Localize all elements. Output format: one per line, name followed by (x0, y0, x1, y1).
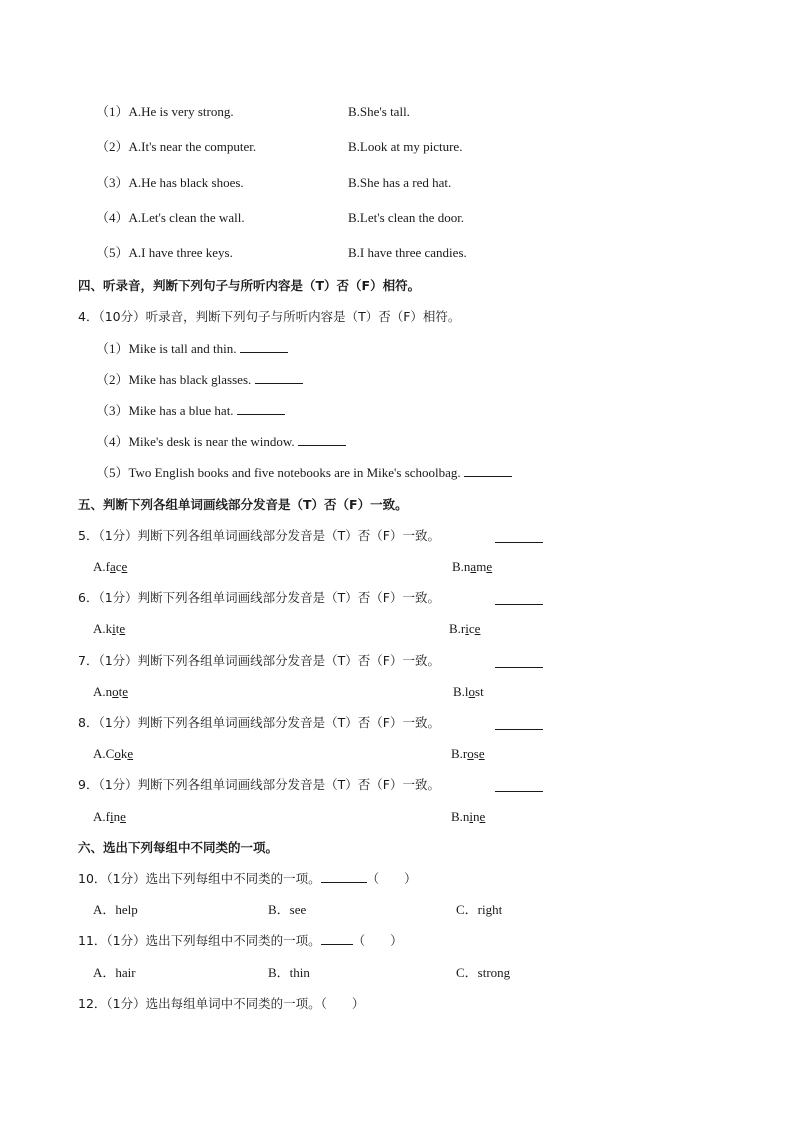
question-stem: 9．（1分）判断下列各组单词画线部分发音是（T）否（F）一致。 (78, 777, 440, 792)
option-row: （2）A.It's near the computer. (96, 139, 257, 154)
option-b: B.She has a red hat. (348, 175, 452, 190)
answer-blank[interactable] (495, 717, 543, 730)
option-b: B.Let's clean the door. (348, 210, 465, 225)
word-option-a: A.face (93, 559, 128, 574)
choice-c[interactable]: C．strong (456, 965, 511, 980)
word-option-b: B.nine (451, 809, 486, 824)
option-row: （4）A.Let's clean the wall. (96, 210, 245, 225)
word-option-a: A.Coke (93, 746, 134, 761)
option-row: （1）A.He is very strong. (96, 104, 234, 119)
option-row: （3）A.He has black shoes. (96, 175, 244, 190)
question-stem: 5．（1分）判断下列各组单词画线部分发音是（T）否（F）一致。 (78, 528, 440, 543)
choice-a[interactable]: A．hair (93, 965, 136, 980)
question-stem: 7．（1分）判断下列各组单词画线部分发音是（T）否（F）一致。 (78, 653, 440, 668)
question-10-stem: 10．（1分）选出下列每组中不同类的一项。 （ ） (78, 871, 417, 886)
answer-blank[interactable] (495, 592, 543, 605)
section-6-heading: 六、选出下列每组中不同类的一项。 (78, 840, 279, 855)
listening-item: （4）Mike's desk is near the window. (96, 433, 346, 451)
answer-blank[interactable] (495, 530, 543, 543)
option-b: B.Look at my picture. (348, 139, 463, 154)
option-b: B.I have three candies. (348, 245, 467, 260)
question-stem: 8．（1分）判断下列各组单词画线部分发音是（T）否（F）一致。 (78, 715, 440, 730)
word-option-b: B.lost (453, 684, 484, 699)
option-b: B.She's tall. (348, 104, 410, 119)
answer-blank[interactable] (495, 655, 543, 668)
choice-a[interactable]: A．help (93, 902, 138, 917)
choice-b[interactable]: B．thin (268, 965, 310, 980)
answer-blank[interactable] (255, 371, 303, 384)
word-option-a: A.kite (93, 621, 126, 636)
word-option-b: B.rose (451, 746, 485, 761)
word-option-b: B.name (452, 559, 493, 574)
answer-blank[interactable] (240, 340, 288, 353)
question-11-stem: 11．（1分）选出下列每组中不同类的一项。 （ ） (78, 933, 403, 948)
choice-c[interactable]: C．right (456, 902, 503, 917)
word-option-a: A.note (93, 684, 129, 699)
listening-item: （1）Mike is tall and thin. (96, 340, 288, 358)
section-5-heading: 五、判断下列各组单词画线部分发音是（T）否（F）一致。 (78, 497, 408, 512)
question-12-stem: 12．（1分）选出每组单词中不同类的一项。（ ） (78, 996, 365, 1011)
question-4-stem: 4．（10分）听录音，判断下列句子与所听内容是（T）否（F）相符。 (78, 309, 461, 324)
answer-blank[interactable] (321, 932, 353, 945)
answer-blank[interactable] (237, 402, 285, 415)
option-row: （5）A.I have three keys. (96, 245, 233, 260)
listening-item: （2）Mike has black glasses. (96, 371, 303, 389)
question-stem: 6．（1分）判断下列各组单词画线部分发音是（T）否（F）一致。 (78, 590, 440, 605)
listening-item: （3）Mike has a blue hat. (96, 402, 285, 420)
answer-blank[interactable] (495, 779, 543, 792)
choice-b[interactable]: B．see (268, 902, 307, 917)
word-option-a: A.fine (93, 809, 126, 824)
section-4-heading: 四、听录音，判断下列句子与所听内容是（T）否（F）相符。 (78, 278, 421, 293)
answer-blank[interactable] (321, 870, 367, 883)
listening-item: （5）Two English books and five notebooks are in Mike's schoolbag. (96, 464, 512, 482)
answer-blank[interactable] (464, 464, 512, 477)
word-option-b: B.rice (449, 621, 481, 636)
answer-blank[interactable] (298, 433, 346, 446)
